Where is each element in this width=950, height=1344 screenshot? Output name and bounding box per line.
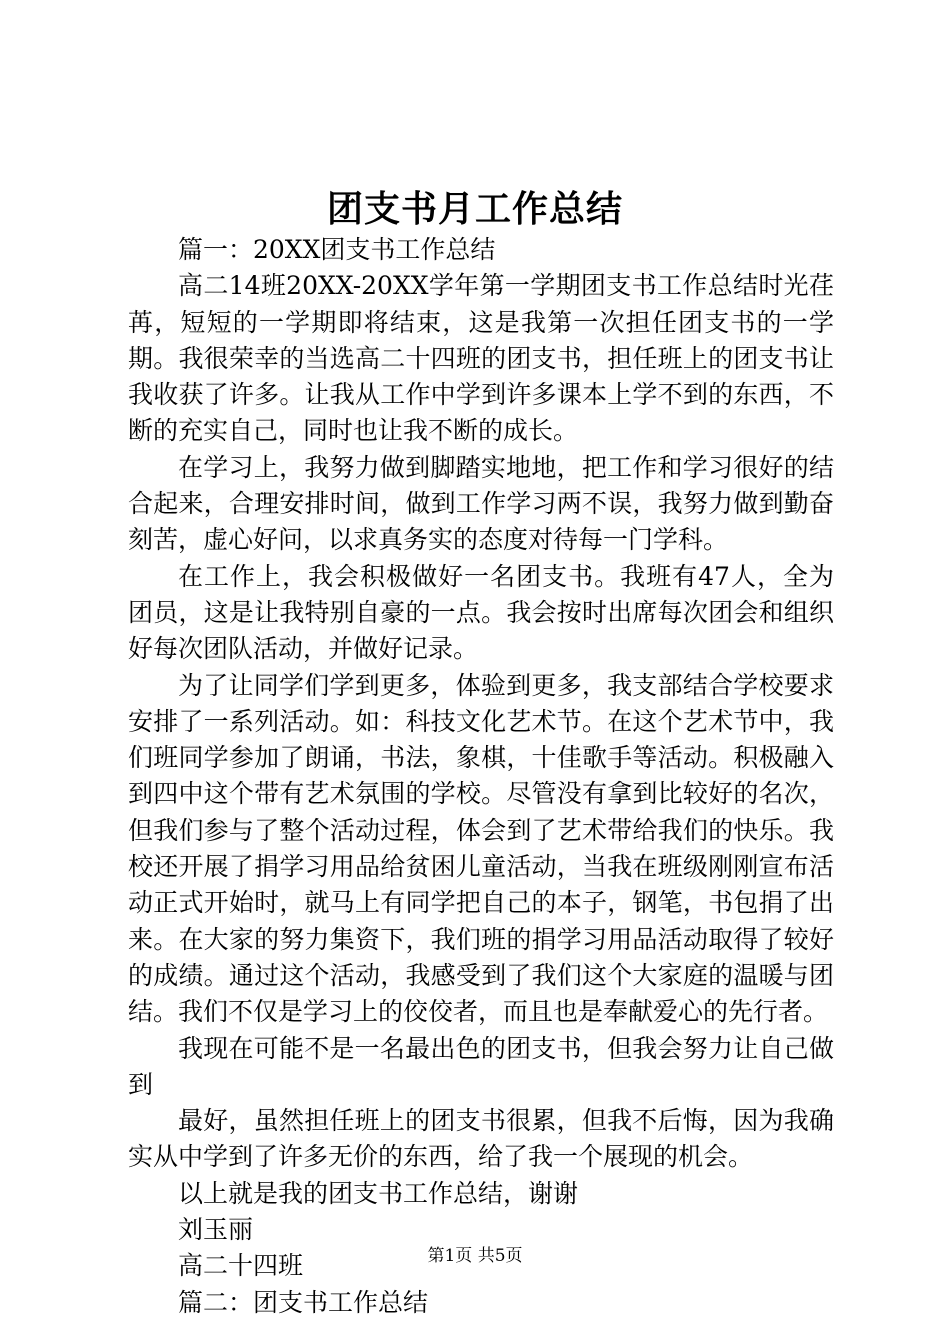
paragraph: 在工作上，我会积极做好一名团支书。我班有47人，全为团员，这是让我特别自豪的一点。我会按时出席每次团会和组织好每次团队活动，并做好记录。 — [128, 561, 834, 664]
author-name: 刘玉丽 — [178, 1215, 254, 1245]
paragraph: 高二14班20XX-20XX学年第一学期团支书工作总结时光荏苒，短短的一学期即将结束，这是我第一次担任团支书的一学期。我很荣幸的当选高二十四班的团支书，担任班上的团支书让我收获了许多。让我从工作中学到许多课本上学不到的东西，不断的充实自己，同时也让我不断的成长。 — [128, 271, 834, 446]
paragraph: 最好，虽然担任班上的团支书很累，但我不后悔，因为我确实从中学到了许多无价的东西，给了我一个展现的机会。 — [128, 1106, 834, 1172]
paragraph: 为了让同学们学到更多，体验到更多，我支部结合学校要求安排了一系列活动。如：科技文化艺术节。在这个艺术节中，我们班同学参加了朗诵，书法，象棋，十佳歌手等活动。积极融入到四中这个带有艺术氛围的学校。尽管没有拿到比较好的名次，但我们参与了整个活动过程，体会到了艺术带给我们的快乐。我校还开展了捐学习用品给贫困儿童活动，当我在班级刚刚宣布活动正式开始时，就马上有同学把自己的本子，钢笔，书包捐了出来。在大家的努力集资下，我们班的捐学习用品活动取得了较好的成绩。通过这个活动，我感受到了我们这个大家庭的温暖与团结。我们不仅是学习上的佼佼者，而且也是奉献爱心的先行者。 — [128, 670, 834, 1027]
author-class: 高二十四班 — [178, 1251, 304, 1281]
closing-line: 以上就是我的团支书工作总结，谢谢 — [178, 1178, 579, 1208]
document-title: 团支书月工作总结 — [326, 188, 623, 230]
document-body — [128, 232, 834, 1321]
paragraph: 我现在可能不是一名最出色的团支书，但我会努力让自己做到 — [128, 1033, 834, 1099]
paragraph: 在学习上，我努力做到脚踏实地地，把工作和学习很好的结合起来，合理安排时间，做到工作学习两不误，我努力做到勤奋刻苦，虚心好问，以求真务实的态度对待每一门学科。 — [128, 452, 834, 555]
page-footer: 第1页 共5页 — [427, 1246, 523, 1266]
section-heading: 篇一：20XX团支书工作总结 — [178, 235, 496, 264]
section-heading: 篇二：团支书工作总结 — [178, 1287, 429, 1317]
